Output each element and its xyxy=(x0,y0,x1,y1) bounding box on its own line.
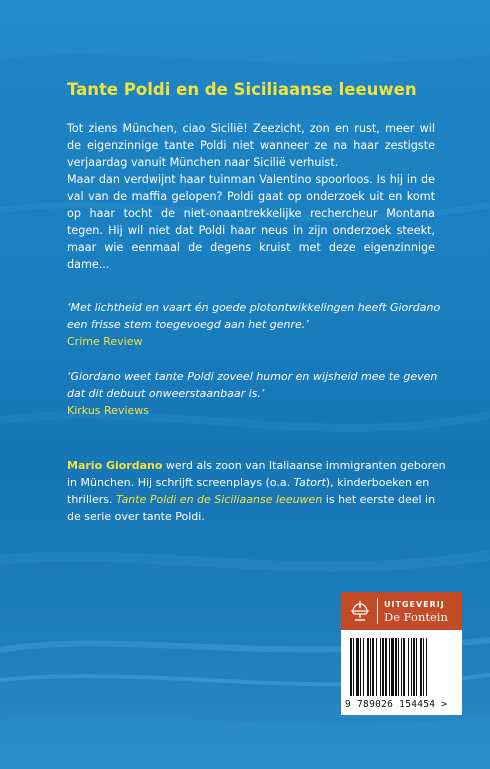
fountain-logo-icon xyxy=(349,599,371,623)
barcode-bar xyxy=(350,638,352,696)
publisher-logo-block xyxy=(341,592,462,630)
author-bio-book-title: Tante Poldi en de Siciliaanse leeuwen xyxy=(116,493,323,506)
barcode-bar xyxy=(376,638,377,696)
author-bio-tatort: Tatort xyxy=(293,476,326,489)
barcode-bar xyxy=(380,638,381,696)
barcode-bar xyxy=(363,638,364,696)
barcode xyxy=(341,630,462,715)
barcode-bar xyxy=(426,638,427,696)
author-bio-text-3: is het eerste deel in de serie over tante Poldi. xyxy=(67,493,436,523)
barcode-bar xyxy=(423,638,424,696)
barcode-bar xyxy=(403,638,405,696)
barcode-bar xyxy=(372,638,374,696)
barcode-bar xyxy=(391,638,394,696)
barcode-bar xyxy=(413,638,415,696)
quote-text: ‘Giordano weet tante Poldi zoveel humor en wijsheid mee te geven dat dit debuut onweerstaanbaar is.’ xyxy=(67,370,438,400)
barcode-bar xyxy=(356,638,359,696)
barcode-bar xyxy=(360,638,361,696)
barcode-bar xyxy=(367,638,369,696)
review-quote-1 xyxy=(67,299,447,350)
barcode-bar xyxy=(401,638,402,696)
publisher-divider xyxy=(377,598,378,624)
barcode-bar xyxy=(395,638,397,696)
review-quote-2 xyxy=(67,368,447,419)
publisher-name xyxy=(384,598,448,624)
book-title: Tante Poldi en de Siciliaanse leeuwen xyxy=(67,80,417,99)
blurb-paragraph-2: Maar dan verdwijnt haar tuinman Valentino spoorloos. Is hij in de val van de maffia gelopen? Poldi gaat op onderzoek uit en komt op haar tocht de niet-onaantrekkelijke rechercheur Montana tegen. Hij wil niet dat Poldi haar neus in zijn onderzoek steekt, maar wie eenmaal de degens kruist met deze eigenzinnige dame... xyxy=(67,173,435,271)
barcode-bar xyxy=(408,638,409,696)
author-name: Mario Giordano xyxy=(67,459,163,472)
barcode-bar xyxy=(385,638,387,696)
quote-text: ‘Met lichtheid en vaart én goede plotontwikkelingen heeft Giordano een frisse stem toegevoegd aan het genre.’ xyxy=(67,301,441,331)
barcode-bars xyxy=(348,638,456,698)
quote-source: Kirkus Reviews xyxy=(67,404,150,417)
barcode-bar xyxy=(370,638,371,696)
publisher-label: UITGEVERIJ xyxy=(384,600,445,609)
barcode-bar xyxy=(382,638,384,696)
barcode-bar xyxy=(420,638,422,696)
barcode-bar xyxy=(411,638,412,696)
author-bio-text-1: werd als zoon van Italiaanse immigranten geboren in München. Hij schrijft screenplays (o.a. xyxy=(67,459,446,489)
barcode-bar xyxy=(353,638,354,696)
quote-source: Crime Review xyxy=(67,335,143,348)
blurb-paragraph-1: Tot ziens München, ciao Sicilië! Zeezicht, zon en rust, meer wil de eigenzinnige tante Poldi niet wanneer ze na haar zestigste verjaardag vanuit München naar Sicilië verhuist. xyxy=(67,122,435,169)
author-bio-text-2: ), kinderboeken en thrillers. xyxy=(67,476,430,506)
barcode-bar xyxy=(389,638,390,696)
book-blurb xyxy=(67,120,435,273)
barcode-bar xyxy=(398,638,399,696)
author-bio xyxy=(67,457,447,525)
barcode-bar xyxy=(416,638,417,696)
isbn-number: 9 789026 154454 > xyxy=(345,699,448,710)
publisher-brand: De Fontein xyxy=(384,610,448,624)
